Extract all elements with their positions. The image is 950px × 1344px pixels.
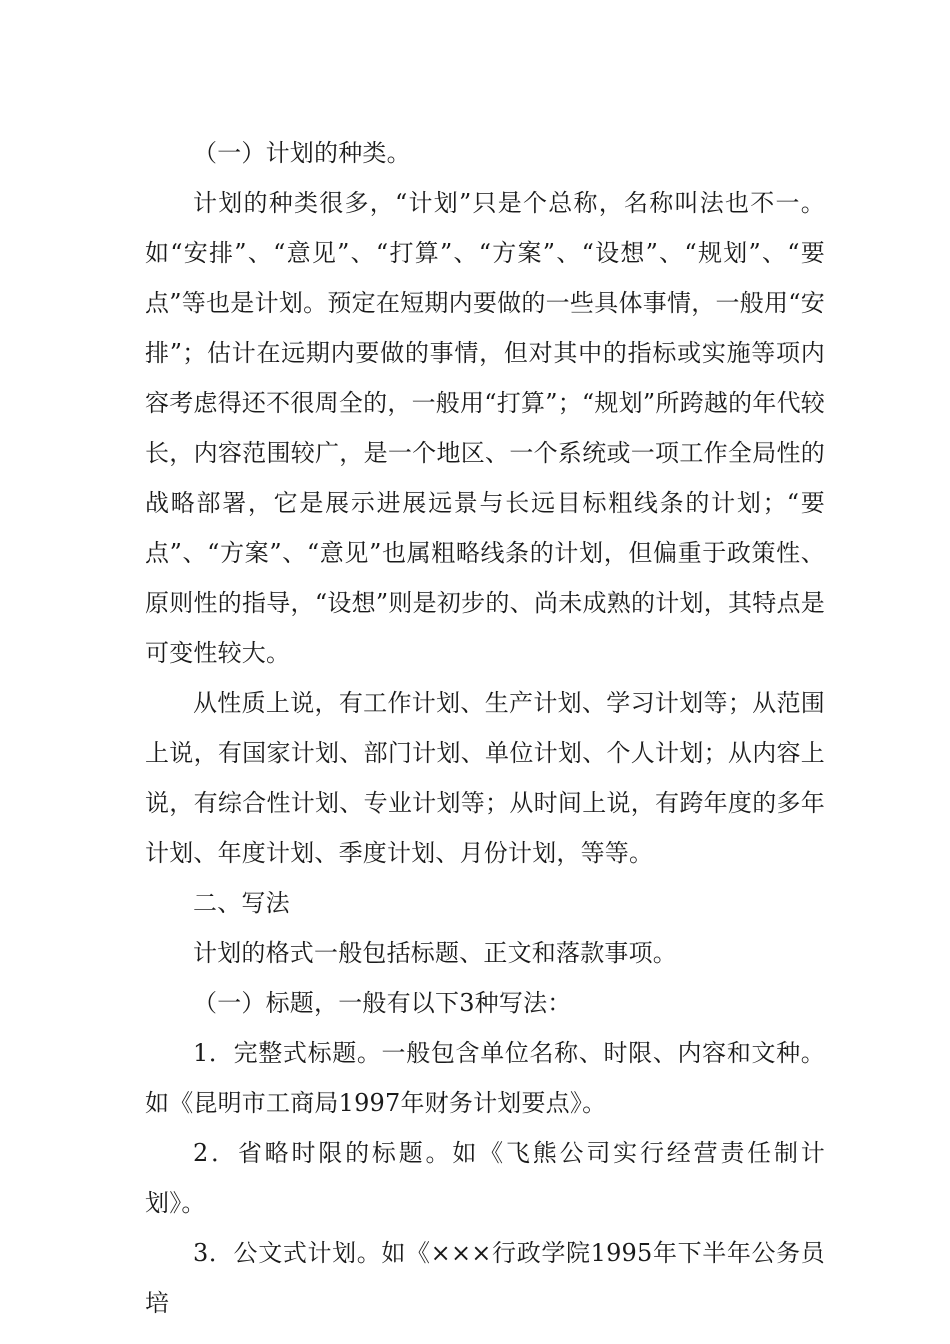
section-heading-plan-types: （一）计划的种类。 (193, 139, 411, 167)
list-item-omitted-period-title: 2．省略时限的标题。如《飞熊公司实行经营责任制计划》。 (145, 1139, 825, 1217)
list-item-full-title: 1．完整式标题。一般包含单位名称、时限、内容和文种。如《昆明市工商局1997年财务计划要点》。 (145, 1039, 825, 1117)
paragraph-plan-format: 计划的格式一般包括标题、正文和落款事项。 (193, 939, 677, 967)
subheading-title-methods: （一）标题，一般有以下3种写法： (193, 989, 572, 1017)
list-item-official-title: 3．公文式计划。如《×××行政学院1995年下半年公务员培 (145, 1239, 825, 1317)
section-heading-writing-method: 二、写法 (193, 889, 290, 917)
paragraph-plan-names: 计划的种类很多，“计划”只是个总称，名称叫法也不一。如“安排”、“意见”、“打算”、“方案”、“设想”、“规划”、“要点”等也是计划。预定在短期内要做的一些具体事情，一般用“安排”；估计在远期内要做的事情，但对其中的指标或实施等项内容考虑得还不很周全的，一般用“打算”；“规划”所跨越的年代较长，内容范围较广，是一个地区、一个系统或一项工作全局性的战略部署，它是展示进展远景与长远目标粗线条的计划；“要点”、“方案”、“意见”也属粗略线条的计划，但偏重于政策性、原则性的指导，“设想”则是初步的、尚未成熟的计划，其特点是可变性较大。 (145, 189, 825, 667)
document-body (145, 128, 825, 1328)
paragraph-plan-classification: 从性质上说，有工作计划、生产计划、学习计划等；从范围上说，有国家计划、部门计划、单位计划、个人计划；从内容上说，有综合性计划、专业计划等；从时间上说，有跨年度的多年计划、年度计划、季度计划、月份计划，等等。 (145, 689, 825, 867)
